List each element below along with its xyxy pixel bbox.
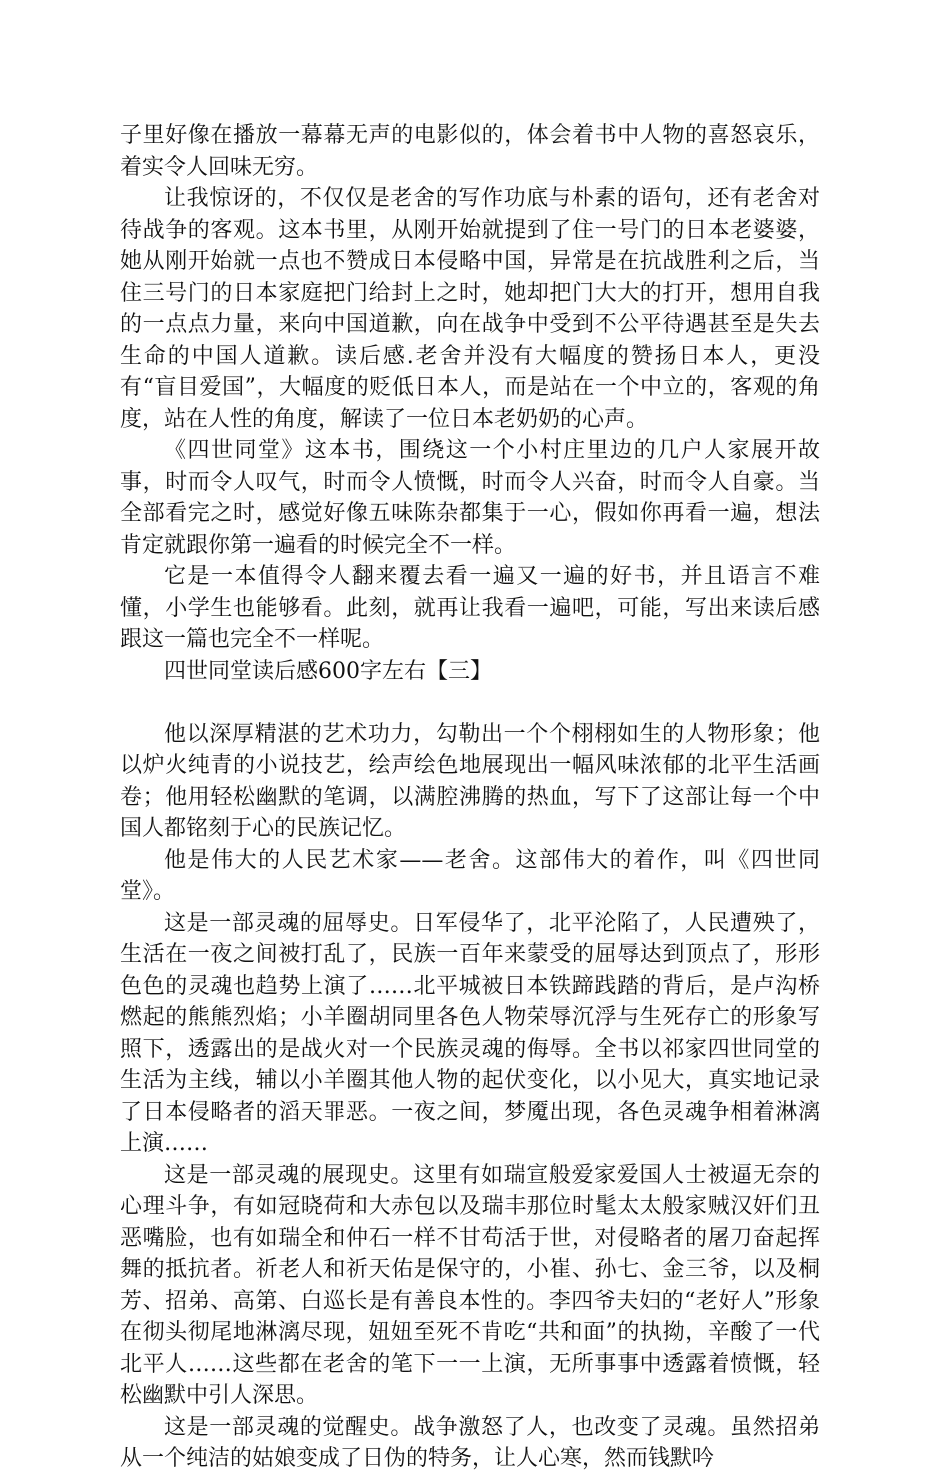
paragraph-recommendation: 它是一本值得令人翻来覆去看一遍又一遍的好书，并且语言不难懂，小学生也能够看。此刻，就再让我看一遍吧，可能，写出来读后感跟这一篇也完全不一样呢。 xyxy=(120,564,820,652)
paragraph-awakening: 这是一部灵魂的觉醒史。战争激怒了人，也改变了灵魂。虽然招弟从一个纯洁的姑娘变成了日伪的特务，让人心寒，然而钱默吟 xyxy=(120,1414,820,1471)
paragraph-book-summary: 《四世同堂》这本书，围绕这一个小村庄里边的几户人家展开故事，时而令人叹气，时而令人愤慨，时而令人兴奋，时而令人自豪。当全部看完之时，感觉好像五味陈杂都集于一心，假如你再看一遍，想法肯定就跟你第一遍看的时候完全不一样。 xyxy=(120,438,820,558)
paragraph-author-intro: 他以深厚精湛的艺术功力，勾勒出一个个栩栩如生的人物形象；他以炉火纯青的小说技艺，绘声绘色地展现出一幅风味浓郁的北平生活画卷；他用轻松幽默的笔调，以满腔沸腾的热血，写下了这部让每一个中国人都铭刻于心的民族记忆。 xyxy=(120,721,820,841)
document-page xyxy=(120,120,820,1475)
paragraph-author-objectivity: 让我惊讶的，不仅仅是老舍的写作功底与朴素的语句，还有老舍对待战争的客观。这本书里，从刚开始就提到了住一号门的日本老婆婆，她从刚开始就一点也不赞成日本侵略中国，异常是在抗战胜利之后，当住三号门的日本家庭把门给封上之时，她却把门大大的打开，想用自我的一点点力量，来向中国道歉，向在战争中受到不公平待遇甚至是失去生命的中国人道歉。读后感.老舍并没有大幅度的赞扬日本人，更没有“盲目爱国”，大幅度的贬低日本人，而是站在一个中立的，客观的角度，站在人性的角度，解读了一位日本老奶奶的心声。 xyxy=(120,186,820,432)
section-heading: 四世同堂读后感600字左右【三】 xyxy=(164,658,492,684)
paragraph-characters: 这是一部灵魂的展现史。这里有如瑞宣般爱家爱国人士被逼无奈的心理斗争，有如冠晓荷和大赤包以及瑞丰那位时髦太太般家贼汉奸们丑恶嘴脸，也有如瑞全和仲石一样不甘苟活于世，对侵略者的屠刀奋起挥舞的抵抗者。祈老人和祈天佑是保守的，小崔、孙七、金三爷，以及桐芳、招弟、高第、白巡长是有善良本性的。李四爷夫妇的“老好人”形象在彻头彻尾地淋漓尽现，妞妞至死不肯吃“共和面”的执拗，辛酸了一代北平人……这些都在老舍的笔下一一上演，无所事事中透露着愤慨，轻松幽默中引人深思。 xyxy=(120,1162,820,1408)
paragraph-continuation: 子里好像在播放一幕幕无声的电影似的，体会着书中人物的喜怒哀乐，着实令人回味无穷。 xyxy=(120,123,820,180)
paragraph-humiliation: 这是一部灵魂的屈辱史。日军侵华了，北平沦陷了，人民遭殃了，生活在一夜之间被打乱了，民族一百年来蒙受的屈辱达到顶点了，形形色色的灵魂也趋势上演了……北平城被日本铁蹄践踏的背后，是卢沟桥燃起的熊熊烈焰；小羊圈胡同里各色人物荣辱沉浮与生死存亡的形象写照下，透露出的是战火对一个民族灵魂的侮辱。全书以祁家四世同堂的生活为主线，辅以小羊圈其他人物的起伏变化，以小见大，真实地记录了日本侵略者的滔天罪恶。一夜之间，梦魇出现，各色灵魂争相着淋漓上演…… xyxy=(120,910,820,1156)
paragraph-author-name: 他是伟大的人民艺术家——老舍。这部伟大的着作，叫《四世同堂》。 xyxy=(120,847,820,904)
